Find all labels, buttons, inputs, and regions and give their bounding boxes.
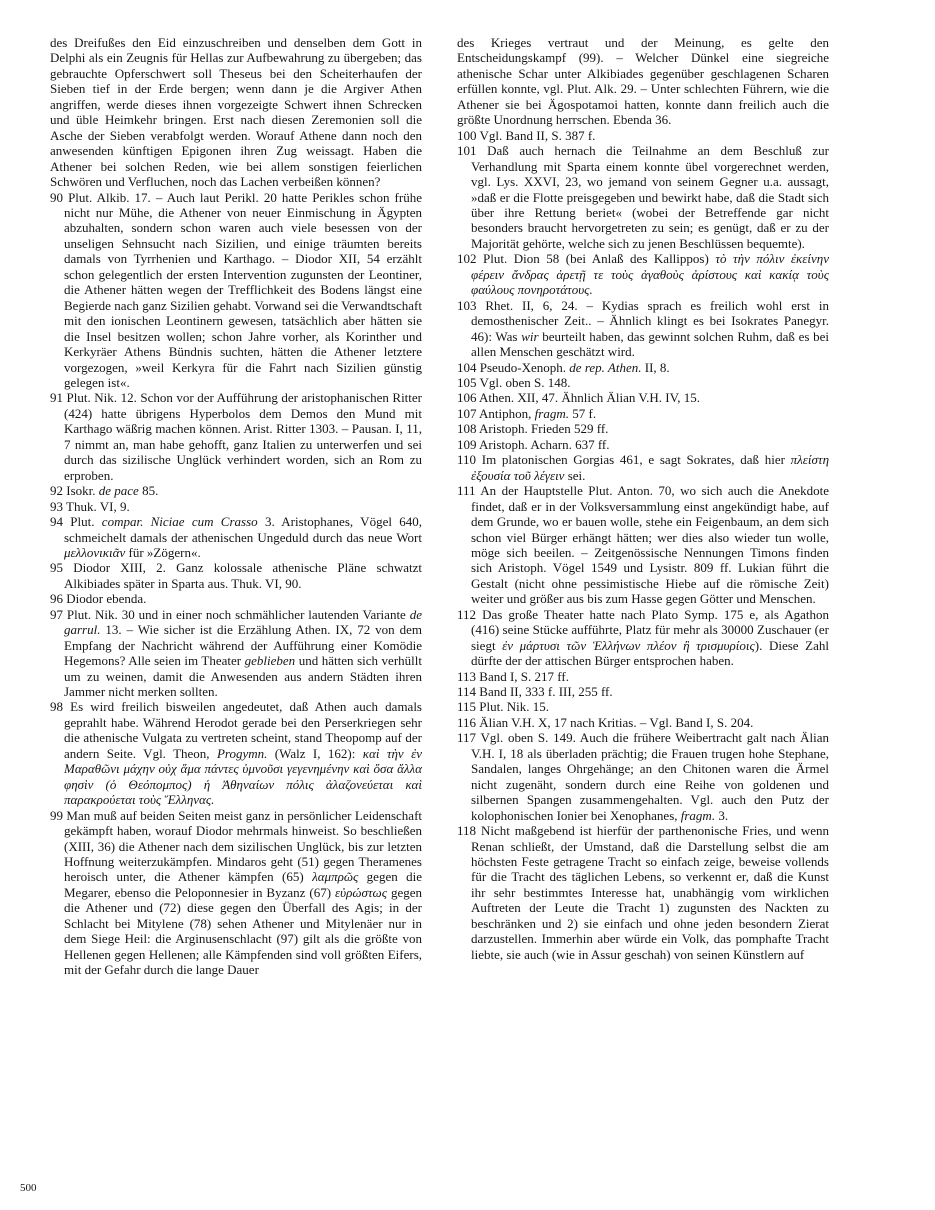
endnote-number: 104 — [457, 359, 477, 375]
endnote — [457, 360, 829, 375]
text-run: Plut. Nik. 12. Schon vor der Aufführung der aristophanischen Ritter (424) hatte übrigens Hyperbolos dem Demos den Mund mit Karthago wäßrig machen können. Arist. Ritter 1303. – Pausan. I, 11, 7 nimmt an, man habe gehofft, ganz Italien zu unterwerfen und sei durch das sizilische Unglück verhindert worden, sich an Rom zu erproben. — [64, 390, 423, 483]
text-run: Diodor XIII, 2. Ganz kolossale athenische Pläne schwatzt Alkibiades später in Sparta aus. Thuk. VI, 90. — [64, 560, 422, 591]
text-run: Daß auch hernach die Teilnahme an dem Beschluß zur Verhandlung mit Sparta einem konnte übel vorgerechnet werden, vgl. Lys. XXVI, 23, wo jemand von seinem Gegner u.a. aussagt, »daß er die Flotte preisgegeben und bewirkt habe, daß die Stadt sich über ihre Rettung beriet« (wobei der Betreffende gar nicht besonders braucht hervorgetreten zu sein; es genügt, daß er zu der Majorität gehörte, welche sich zu jenen Beschlüssen bequemte). — [471, 143, 829, 251]
endnote-number: 91 — [50, 390, 63, 406]
text-run: ). Diese Zahl dürfte der der attischen Bürger entsprochen haben. — [471, 637, 829, 669]
italic-text-run: de garrul. — [64, 606, 423, 638]
endnote — [457, 483, 829, 607]
italic-text-run: compar. Niciae cum Crasso — [101, 514, 258, 530]
italic-text-run: λαμπρῶς — [312, 869, 359, 885]
endnote — [457, 128, 829, 143]
text-run: Plut. Nik. 15. — [479, 699, 549, 715]
endnote — [457, 699, 829, 714]
text-run: Athen. XII, 47. Ähnlich Älian V.H. IV, 15. — [479, 390, 701, 406]
endnote-continuation — [457, 35, 829, 128]
text-run: Plut. — [70, 514, 102, 530]
endnote-number: 117 — [457, 730, 477, 746]
endnote-number: 99 — [50, 807, 63, 823]
italic-text-run: fragm. — [534, 405, 569, 421]
text-run: Isokr. — [66, 483, 99, 499]
endnote — [50, 483, 422, 498]
text-run: und hätten sich verhüllt um zu weinen, damit die Anwesenden aus andern Städten ihren Jammer nicht merken sollten. — [64, 653, 422, 700]
text-run: II, 8. — [641, 359, 670, 375]
endnote — [457, 452, 829, 483]
endnote — [457, 251, 829, 297]
text-run: sei. — [564, 467, 586, 483]
italic-text-run: fragm. — [680, 807, 716, 823]
text-run: Es wird freilich bisweilen angedeutet, daß Athen auch damals geprahlt habe. Während Herodot gerade bei den Perserkriegen sehr die athenische Vulgata zu vertreten scheint, stand Theopomp auf der andern Seite. Vgl. Theon, — [64, 699, 422, 761]
endnote-number: 114 — [457, 684, 477, 700]
endnote-number: 95 — [50, 560, 63, 576]
italic-text-run: de rep. Athen. — [569, 359, 642, 375]
endnote-continuation — [50, 35, 422, 190]
endnote-number: 103 — [457, 297, 477, 313]
endnote-number: 118 — [457, 823, 477, 839]
text-run: beurteilt haben, das gewinnt solchen Ruhm, daß es bei allen Menschen geschätzt wird. — [471, 328, 830, 360]
italic-text-run: καὶ τὴν ἐν Μαραθῶνι μάχην οὐχ ἅμα πάντες ὑμνοῦσι γεγενημένην καὶ ὅσα ἄλλα φησὶν (ὁ Θεόπομπος) ἡ Ἀθηναίων πόλις ἀλαζονεύεται καὶ παρακρούεται τοὺς Ἕλληνας. — [64, 745, 422, 808]
endnote — [457, 143, 829, 251]
text-run: Antiphon, — [479, 405, 535, 421]
right-column — [457, 35, 829, 962]
text-run: (Walz I, 162): — [267, 745, 363, 761]
endnote-number: 92 — [50, 483, 63, 499]
text-run: 3. — [715, 807, 729, 823]
text-run: Band I, S. 217 ff. — [479, 668, 569, 684]
italic-text-run: τὸ τὴν πόλιν ἐκείνην φέρειν ἄνδρας ἀρετῇ τε τοὺς ἀγαθοὺς ἀρίστους καὶ κακίᾳ τοὺς φαύλους πονηροτάτους. — [471, 251, 829, 298]
text-run: Diodor ebenda. — [66, 591, 147, 607]
text-run: Plut. Dion 58 (bei Anlaß des Kallippos) — [483, 251, 716, 267]
text-run: Älian V.H. X, 17 nach Kritias. – Vgl. Band I, S. 204. — [479, 714, 754, 730]
text-run: Aristoph. Frieden 529 ff. — [479, 421, 609, 437]
endnote-number: 105 — [457, 374, 477, 390]
left-column — [50, 35, 422, 978]
text-run: Aristoph. Acharn. 637 ff. — [479, 436, 610, 452]
text-run: Plut. Nik. 30 und in einer noch schmählicher lautenden Variante — [66, 606, 410, 622]
text-run: Das große Theater hatte nach Plato Symp. 175 e, als Agathon (416) seine Stücke aufführte, Platz für mehr als 30000 Zuschauer (er siegt — [471, 606, 830, 653]
endnote-number: 112 — [457, 606, 477, 622]
endnote — [50, 560, 422, 591]
italic-text-run: de pace — [98, 483, 139, 499]
italic-text-run: geblieben — [244, 653, 296, 669]
endnote — [457, 669, 829, 684]
italic-text-run: Progymn. — [216, 745, 268, 761]
endnote — [50, 190, 422, 391]
italic-text-run: μελλονικιᾶν — [64, 544, 126, 560]
endnote-number: 113 — [457, 668, 477, 684]
endnote-number: 116 — [457, 714, 477, 730]
endnote-number: 107 — [457, 405, 477, 421]
text-run: 57 f. — [568, 405, 597, 421]
italic-text-run: ἐν μάρτυσι τῶν Ἑλλήνων πλέον ἢ τρισμυρίοις — [502, 637, 755, 653]
text-run: 3. Aristophanes, Vögel 640, schmeichelt damals der athenischen Ungeduld durch das neue Wort — [64, 514, 422, 545]
endnote — [457, 607, 829, 669]
endnote-number: 93 — [50, 498, 63, 514]
endnote — [50, 607, 422, 700]
endnote-number: 100 — [457, 127, 477, 143]
text-run: Band II, 333 f. III, 255 ff. — [479, 684, 613, 700]
endnote-number: 102 — [457, 251, 477, 267]
endnote — [457, 437, 829, 452]
text-run: des Krieges vertraut und der Meinung, es gelte den Entscheidungskampf (99). – Welcher Dünkel eine siegreiche athenische Schar unter Alkibiades gegenüber geschlagenen Scharen erfüllen konnte, vgl. Plut. Alk. 29. – Unter schlechten Führern, wie die Athener sie bei Ägospotamoi hatten, konnte dann freilich auch die größte Unordnung herrschen. Ebenda 36. — [457, 35, 829, 128]
text-run: gegen die Megarer, ebenso die Peloponnesier in Byzanz (67) — [64, 869, 423, 900]
text-run: für »Zögern«. — [125, 544, 201, 560]
text-run: Vgl. Band II, S. 387 f. — [479, 127, 596, 143]
endnote-number: 97 — [50, 606, 63, 622]
endnote — [50, 699, 422, 807]
text-run: Im platonischen Gorgias 461, e sagt Sokrates, daß hier — [481, 452, 791, 468]
endnote-number: 94 — [50, 514, 63, 530]
italic-text-run: πλείστη ἐξουσία τοῦ λέγειν — [471, 452, 830, 483]
text-run: des Dreifußes den Eid einzuschreiben und denselben dem Gott in Delphi als ein Zeugnis für Hellas zur Aufbewahrung zu übergeben; das gebrauchte Opferschwert soll Theseus bei den Scheiterhaufen der Sieben tief in der Erde bergen; wenn dann je die Argiver Athen angriffen, werde dieses ihnen vorgezeigte Schwert ihnen Schrecken und üble Heimkehr bringen. Erst nach diesen Zeremonien soll die Asche der Sieben verabfolgt werden. Worauf Athene dann noch den anwesenden künftigen Epigonen ihren Zug weissagt. Haben die Athener bei solchen Reden, wie bei allem sonstigen feierlichen Schwören und Verfluchen, noch das Lachen verbeißen können? — [50, 35, 422, 190]
endnote — [457, 390, 829, 405]
endnote — [457, 823, 829, 962]
endnotes-columns — [50, 35, 830, 978]
text-run: Man muß auf beiden Seiten meist ganz in persönlicher Leidenschaft gekämpft haben, worauf Diodor mehrmals hinweist. So beschließen (XIII, 36) die Athener nach dem sizilischen Unglück, bis zur letzten Hoffnung weiterzukämpfen. Mindaros geht (51) gegen Theramenes heroisch unter, die Athener kämpfen (65) — [64, 807, 423, 885]
text-run: Nicht maßgebend ist hierfür der parthenonische Fries, und wenn Renan schließt, der Umstand, daß die Darstellung selbst die am höchsten Feste getragene Tracht so einfach zeige, beweise vollends für die Tracht des täglichen Lebens, so verkennt er, daß die Kunst ihr sehr bestimmtes Interesse hat, unabhängig vom wirklichen Auftreten der Leute die Tracht 1) zugunsten des Nackten zu beschränken und 2) sie einfach und ohne jeden besondern Zierat darzustellen. Immerhin aber würde ein Volk, das pomphafte Tracht liebte, sie auch (wie in Assur geschah) von seinen Künstlern auf — [471, 823, 830, 962]
text-run: 13. – Wie sicher ist die Erzählung Athen. IX, 72 von dem Empfang der Nachricht während der Aufführung einer Komödie Hegemons? Alle seien im Theater — [64, 622, 422, 669]
endnote-number: 106 — [457, 390, 477, 406]
endnote-number: 109 — [457, 436, 477, 452]
endnote — [50, 514, 422, 560]
endnote-number: 101 — [457, 143, 477, 159]
text-run: Plut. Alkib. 17. – Auch laut Perikl. 20 hatte Perikles schon frühe nicht nur Mühe, die Athener von neuer Einmischung in Ägypten abzuhalten, sondern schon waren auch viele besessen von der unseligen Sehnsucht nach Sizilien, und einige träumten bereits damals von Tyrrhenien und Karthago. – Diodor XII, 54 erzählt schon gelegentlich der ersten Intervention zugunsten der Leontiner, die Athener hätten wegen der Trefflichkeit des Bodens längst eine Begierde nach ganz Sizilien gehabt. Vorwand sei die Verwandtschaft mit den ionischen Leontinern gewesen, tatsächlich aber hätten sie die Insel besitzen wollen; schon Jahre vorher, als Korinther und Kerkyräer Athens Bündnis suchten, hätten die Athener letztere vorgezogen, »weil Kerkyra für die Fahrt nach Sizilien günstig gelegen ist«. — [64, 189, 422, 390]
endnote-number: 111 — [457, 483, 476, 499]
text-run: Vgl. oben S. 148. — [479, 374, 571, 390]
text-run: gegen die Athener und (72) diese gegen den Überfall des Agis; in der Schlacht bei Mitylene (78) sehen Athener und Mitylenäer nur in dem Siege Heil: die Arginusenschlacht (97) gilt als die größte von Hellenen gegen Hellenen; alle Kämpfenden sind voll größten Eifers, mit der Gefahr durch die lange Dauer — [64, 884, 422, 978]
endnote-number: 110 — [457, 452, 477, 468]
endnote — [457, 730, 829, 823]
endnote-number: 98 — [50, 699, 63, 715]
endnote — [457, 684, 829, 699]
text-run: Rhet. II, 6, 24. – Kydias sprach es freilich wohl erst in demosthenischer Zeit.. – Ähnlich klingt es bei Isokrates Panegyr. 46): Was — [471, 297, 829, 344]
endnote — [50, 390, 422, 483]
endnote — [457, 406, 829, 421]
endnote-number: 108 — [457, 421, 477, 437]
text-run: An der Hauptstelle Plut. Anton. 70, wo sich auch die Anekdote findet, daß er in der Volksversammlung einst angekündigt habe, auf dem Grunde, wo er bauen wolle, stehe ein Feigenbaum, an dem sich schon viel Bürger erhängt hätten; wer dies also wieder tun wolle, möge sich beeilen. – Zeitgenössische Nennungen Timons finden sich Aristoph. Vögel 1549 und Lysistr. 809 ff. Lukian führt die Gestalt (nicht ohne pessimistische Hiebe auf die römische Zeit) weiter und größer aus bis zum Hasse gegen Götter und Menschen. — [471, 483, 829, 607]
endnote — [457, 421, 829, 436]
italic-text-run: wir — [521, 328, 539, 344]
endnote — [457, 715, 829, 730]
text-run: 85. — [138, 483, 159, 499]
text-run: Vgl. oben S. 149. Auch die frühere Weibertracht galt nach Älian V.H. I, 18 als überladen prächtig; die Frauen trugen hohe Stephane, Sandalen, langes Ohrgehänge; an den Chitonen waren die Ärmel nicht zugenäht, sondern durch eine Reihe von goldenen und silbernen Spangen zusammengehalten. Vgl. auch den Putz der kolophonischen Ionier bei Xenophanes, — [471, 730, 830, 823]
endnote-number: 115 — [457, 699, 477, 715]
page-number: 500 — [20, 1182, 37, 1194]
italic-text-run: εὐρώστως — [335, 884, 387, 900]
endnote — [457, 298, 829, 360]
endnote — [50, 591, 422, 606]
endnote-number: 96 — [50, 591, 63, 607]
endnote — [50, 499, 422, 514]
endnote-number: 90 — [50, 189, 63, 205]
endnote — [457, 375, 829, 390]
endnote — [50, 808, 422, 978]
text-run: Thuk. VI, 9. — [66, 498, 130, 514]
text-run: Pseudo-Xenoph. — [479, 359, 570, 375]
